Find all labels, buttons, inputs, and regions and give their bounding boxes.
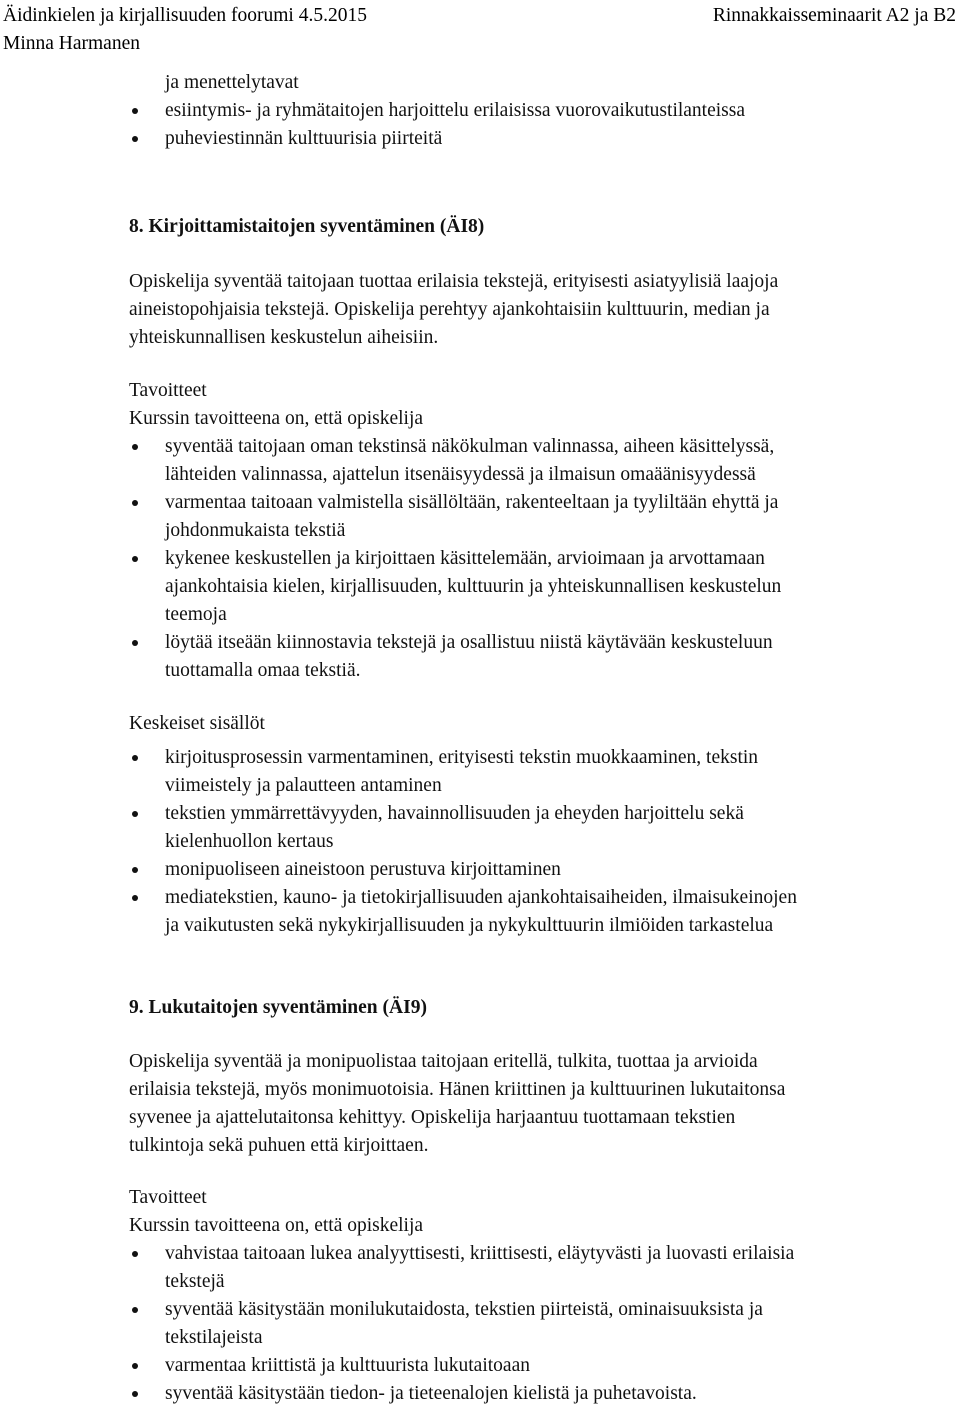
intro-line: aineistopohjaisia tekstejä. Opiskelija perehtyy ajankohtaisiin kulttuurin, median ja (129, 299, 770, 320)
list-item (165, 125, 949, 153)
list-item-line: tekstilajeista (165, 1327, 263, 1348)
contents-list (129, 744, 949, 940)
section-8-goals (129, 377, 949, 685)
list-item-line: löytää itseään kiinnostavia tekstejä ja osallistuu niistä käytävään keskusteluun (165, 632, 773, 653)
list-item (165, 856, 949, 884)
list-item (165, 489, 949, 545)
section-9-goals (129, 1184, 949, 1408)
list-item-line: ajankohtaisia kielen, kirjallisuuden, kulttuurin ja yhteiskunnallisen keskustelun (165, 576, 782, 597)
top-bullet-list (129, 97, 949, 153)
intro-line: syvenee ja ajattelutaitonsa kehittyy. Opiskelija harjaantuu tuottamaan tekstien (129, 1107, 736, 1128)
goals-lead: Kurssin tavoitteena on, että opiskelija (129, 1215, 424, 1236)
list-item-line: vahvistaa taitoaan lukea analyyttisesti, kriittisesti, eläytyvästi ja luovasti erilaisia (165, 1243, 795, 1264)
top-continuation (129, 69, 949, 153)
goals-heading: Tavoitteet (129, 380, 207, 401)
list-item-line: esiintymis- ja ryhmätaitojen harjoittelu erilaisissa vuorovaikutustilanteissa (165, 100, 746, 121)
list-item (165, 629, 949, 685)
list-item-line: johdonmukaista tekstiä (165, 520, 346, 541)
list-item (165, 97, 949, 125)
continuation-line: ja menettelytavat (165, 72, 299, 93)
list-item-line: syventää käsitystään monilukutaidosta, tekstien piirteistä, ominaisuuksista ja (165, 1299, 763, 1320)
list-item (165, 884, 949, 940)
list-item-line: viimeistely ja palautteen antaminen (165, 775, 442, 796)
page-header (3, 2, 956, 58)
section-9-number: 9. (129, 997, 144, 1018)
list-item-line: lähteiden valinnassa, ajattelun itsenäisyydessä ja ilmaisun omaäänisyydessä (165, 464, 756, 485)
section-8-heading (129, 213, 949, 241)
list-item (165, 433, 949, 489)
list-item-line: teemoja (165, 604, 227, 625)
list-item-line: syventää käsitystään tiedon- ja tieteenalojen kielistä ja puhetavoista. (165, 1383, 697, 1404)
section-8-intro (129, 268, 949, 352)
contents-heading: Keskeiset sisällöt (129, 713, 265, 734)
list-item-line: varmentaa taitoaan valmistella sisällöltään, rakenteeltaan ja tyyliltään ehyttä ja (165, 492, 779, 513)
goals-list (129, 1240, 949, 1408)
intro-line: Opiskelija syventää taitojaan tuottaa erilaisia tekstejä, erityisesti asiatyylisiä laajoja (129, 271, 779, 292)
intro-line: Opiskelija syventää ja monipuolistaa taitojaan eritellä, tulkita, tuottaa ja arvioida (129, 1051, 758, 1072)
list-item (165, 1240, 949, 1296)
section-9-intro (129, 1048, 949, 1160)
list-item (165, 1352, 949, 1380)
list-item-line: ja vaikutusten sekä nykykirjallisuuden ja nykykulttuurin ilmiöiden tarkastelua (165, 915, 774, 936)
list-item-line: tuottamalla omaa tekstiä. (165, 660, 361, 681)
section-9-title: Lukutaitojen syventäminen (ÄI9) (148, 997, 427, 1018)
list-item-line: varmentaa kriittistä ja kulttuurista lukutaitoaan (165, 1355, 530, 1376)
list-item-line: mediatekstien, kauno- ja tietokirjallisuuden ajankohtaisaiheiden, ilmaisukeinojen (165, 887, 797, 908)
list-item (165, 800, 949, 856)
intro-line: erilaisia tekstejä, myös monimuotoisia. Hänen kriittinen ja kulttuurinen lukutaitonsa (129, 1079, 786, 1100)
section-8-number: 8. (129, 216, 144, 237)
list-item-line: kykenee keskustellen ja kirjoittaen käsittelemään, arvioimaan ja arvottamaan (165, 548, 765, 569)
section-8-title: Kirjoittamistaitojen syventäminen (ÄI8) (148, 216, 485, 237)
section-9-heading (129, 994, 949, 1022)
intro-line: yhteiskunnallisen keskustelun aiheisiin. (129, 327, 439, 348)
list-item (165, 744, 949, 800)
list-item (165, 545, 949, 629)
list-item-line: kielenhuollon kertaus (165, 831, 334, 852)
header-seminar-title: Rinnakkaisseminaarit A2 ja B2 (712, 5, 956, 26)
list-item-line: syventää taitojaan oman tekstinsä näkökulman valinnassa, aiheen käsittelyssä, (165, 436, 775, 457)
list-item (165, 1296, 949, 1352)
list-item (165, 1380, 949, 1408)
list-item-line: kirjoitusprosessin varmentaminen, erityisesti tekstin muokkaaminen, tekstin (165, 747, 759, 768)
header-forum-title: Äidinkielen ja kirjallisuuden foorumi 4.5.2015 (3, 5, 367, 26)
section-8-contents (129, 710, 949, 940)
goals-list (129, 433, 949, 685)
intro-line: tulkintoja sekä puhuen että kirjoittaen. (129, 1135, 429, 1156)
header-author: Minna Harmanen (3, 33, 140, 54)
list-item-line: monipuoliseen aineistoon perustuva kirjoittaminen (165, 859, 561, 880)
list-item-line: tekstejä (165, 1271, 225, 1292)
list-item-line: puheviestinnän kulttuurisia piirteitä (165, 128, 443, 149)
goals-lead: Kurssin tavoitteena on, että opiskelija (129, 408, 424, 429)
goals-heading: Tavoitteet (129, 1187, 207, 1208)
list-item-line: tekstien ymmärrettävyyden, havainnollisuuden ja eheyden harjoittelu sekä (165, 803, 744, 824)
